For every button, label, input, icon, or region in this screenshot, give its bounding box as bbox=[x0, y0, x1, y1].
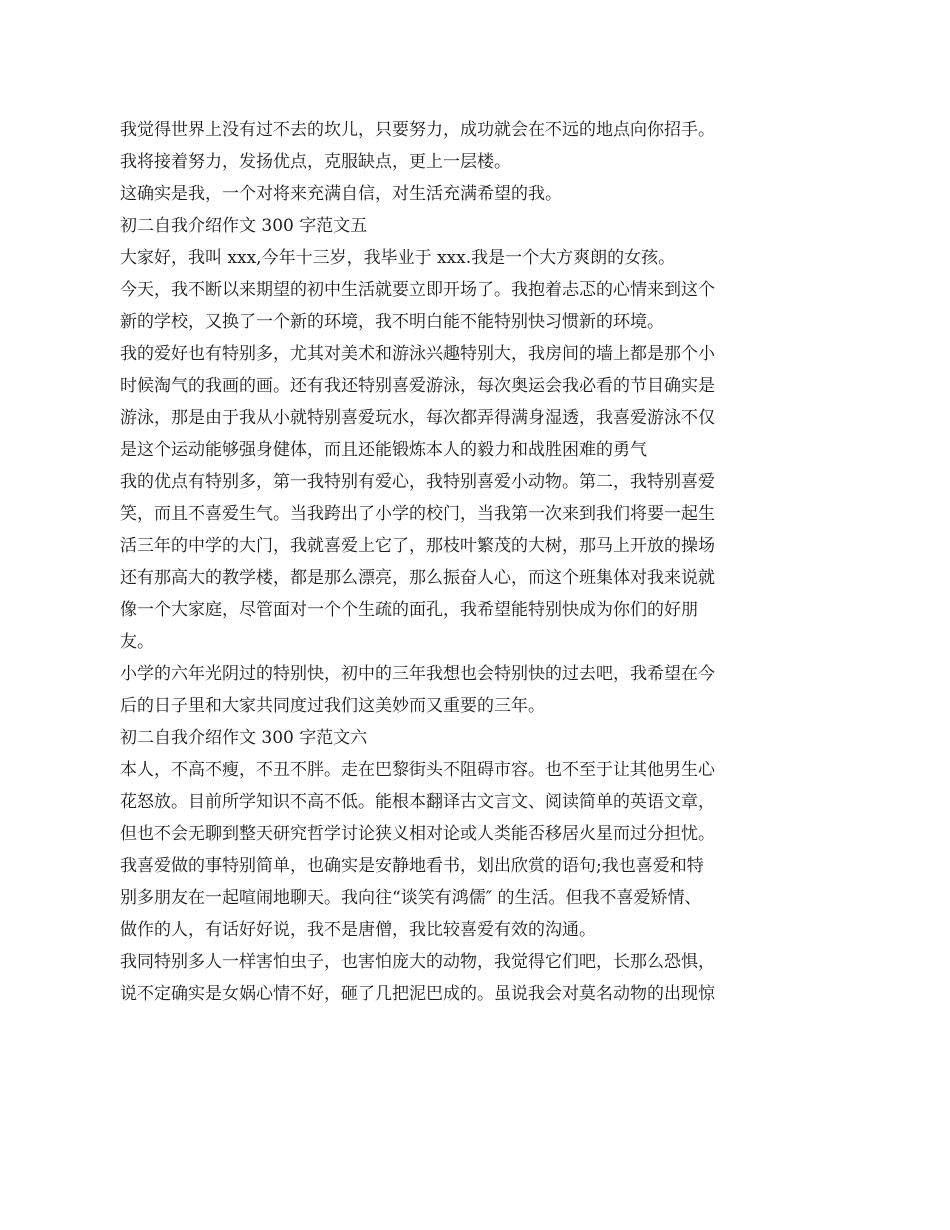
paragraph-line: 本人，不高不瘦，不丑不胖。走在巴黎街头不阻碍市容。也不至于让其他男生心 bbox=[120, 760, 715, 780]
paragraph-line: 但也不会无聊到整天研究哲学讨论狭义相对论或人类能否移居火星而过分担忧。 bbox=[120, 824, 715, 844]
paragraph-line: 还有那高大的教学楼，都是那么漂亮，那么振奋人心，而这个班集体对我来说就 bbox=[120, 568, 715, 588]
paragraph-line: 游泳，那是由于我从小就特别喜爱玩水，每次都弄得满身湿透，我喜爱游泳不仅 bbox=[120, 408, 715, 428]
paragraph-line: 笑，而且不喜爱生气。当我跨出了小学的校门，当我第一次来到我们将要一起生 bbox=[120, 504, 715, 524]
paragraph-line: 我的优点有特别多，第一我特别有爱心，我特别喜爱小动物。第二，我特别喜爱 bbox=[120, 472, 715, 492]
paragraph-line: 是这个运动能够强身健体，而且还能锻炼本人的毅力和战胜困难的勇气 bbox=[120, 440, 647, 460]
paragraph-line: 我同特别多人一样害怕虫子，也害怕庞大的动物，我觉得它们吧，长那么恐惧， bbox=[120, 952, 715, 972]
paragraph-line: 新的学校，又换了一个新的环境，我不明白能不能特别快习惯新的环境。 bbox=[120, 312, 664, 332]
paragraph-line: 我觉得世界上没有过不去的坎儿，只要努力，成功就会在不远的地点向你招手。 bbox=[120, 120, 715, 140]
paragraph-line: 我将接着努力，发扬优点，克服缺点，更上一层楼。 bbox=[120, 152, 511, 172]
paragraph-line: 花怒放。目前所学知识不高不低。能根本翻译古文言文、阅读简单的英语文章， bbox=[120, 792, 715, 812]
paragraph-line: 小学的六年光阴过的特别快，初中的三年我想也会特别快的过去吧，我希望在今 bbox=[120, 664, 715, 684]
paragraph-line: 像一个大家庭，尽管面对一个个生疏的面孔，我希望能特别快成为你们的好朋 bbox=[120, 600, 698, 620]
paragraph-line: 活三年的中学的大门，我就喜爱上它了，那枝叶繁茂的大树，那马上开放的操场 bbox=[120, 536, 715, 556]
paragraph-line: 说不定确实是女娲心情不好，砸了几把泥巴成的。虽说我会对莫名动物的出现惊 bbox=[120, 984, 715, 1004]
document-body bbox=[120, 114, 810, 1010]
paragraph-line: 时候淘气的我画的画。还有我还特别喜爱游泳，每次奥运会我必看的节目确实是 bbox=[120, 376, 715, 396]
paragraph-line: 我的爱好也有特别多，尤其对美术和游泳兴趣特别大，我房间的墙上都是那个小 bbox=[120, 344, 715, 364]
paragraph-line: 今天，我不断以来期望的初中生活就要立即开场了。我抱着忐忑的心情来到这个 bbox=[120, 280, 715, 300]
paragraph-line: 大家好，我叫 xxx,今年十三岁，我毕业于 xxx.我是一个大方爽朗的女孩。 bbox=[120, 248, 676, 268]
paragraph-line: 我喜爱做的事特别简单，也确实是安静地看书，划出欣赏的语句;我也喜爱和特 bbox=[120, 856, 704, 876]
section-heading-6: 初二自我介绍作文 300 字范文六 bbox=[120, 728, 368, 748]
paragraph-line: 做作的人，有话好好说，我不是唐僧，我比较喜爱有效的沟通。 bbox=[120, 920, 596, 940]
paragraph-line: 后的日子里和大家共同度过我们这美妙而又重要的三年。 bbox=[120, 696, 545, 716]
section-heading-5: 初二自我介绍作文 300 字范文五 bbox=[120, 216, 368, 236]
paragraph-line: 友。 bbox=[120, 632, 154, 652]
paragraph-line: 别多朋友在一起喧闹地聊天。我向往“谈笑有鸿儒″ 的生活。但我不喜爱矫情、 bbox=[120, 888, 702, 908]
paragraph-line: 这确实是我，一个对将来充满自信，对生活充满希望的我。 bbox=[120, 184, 562, 204]
